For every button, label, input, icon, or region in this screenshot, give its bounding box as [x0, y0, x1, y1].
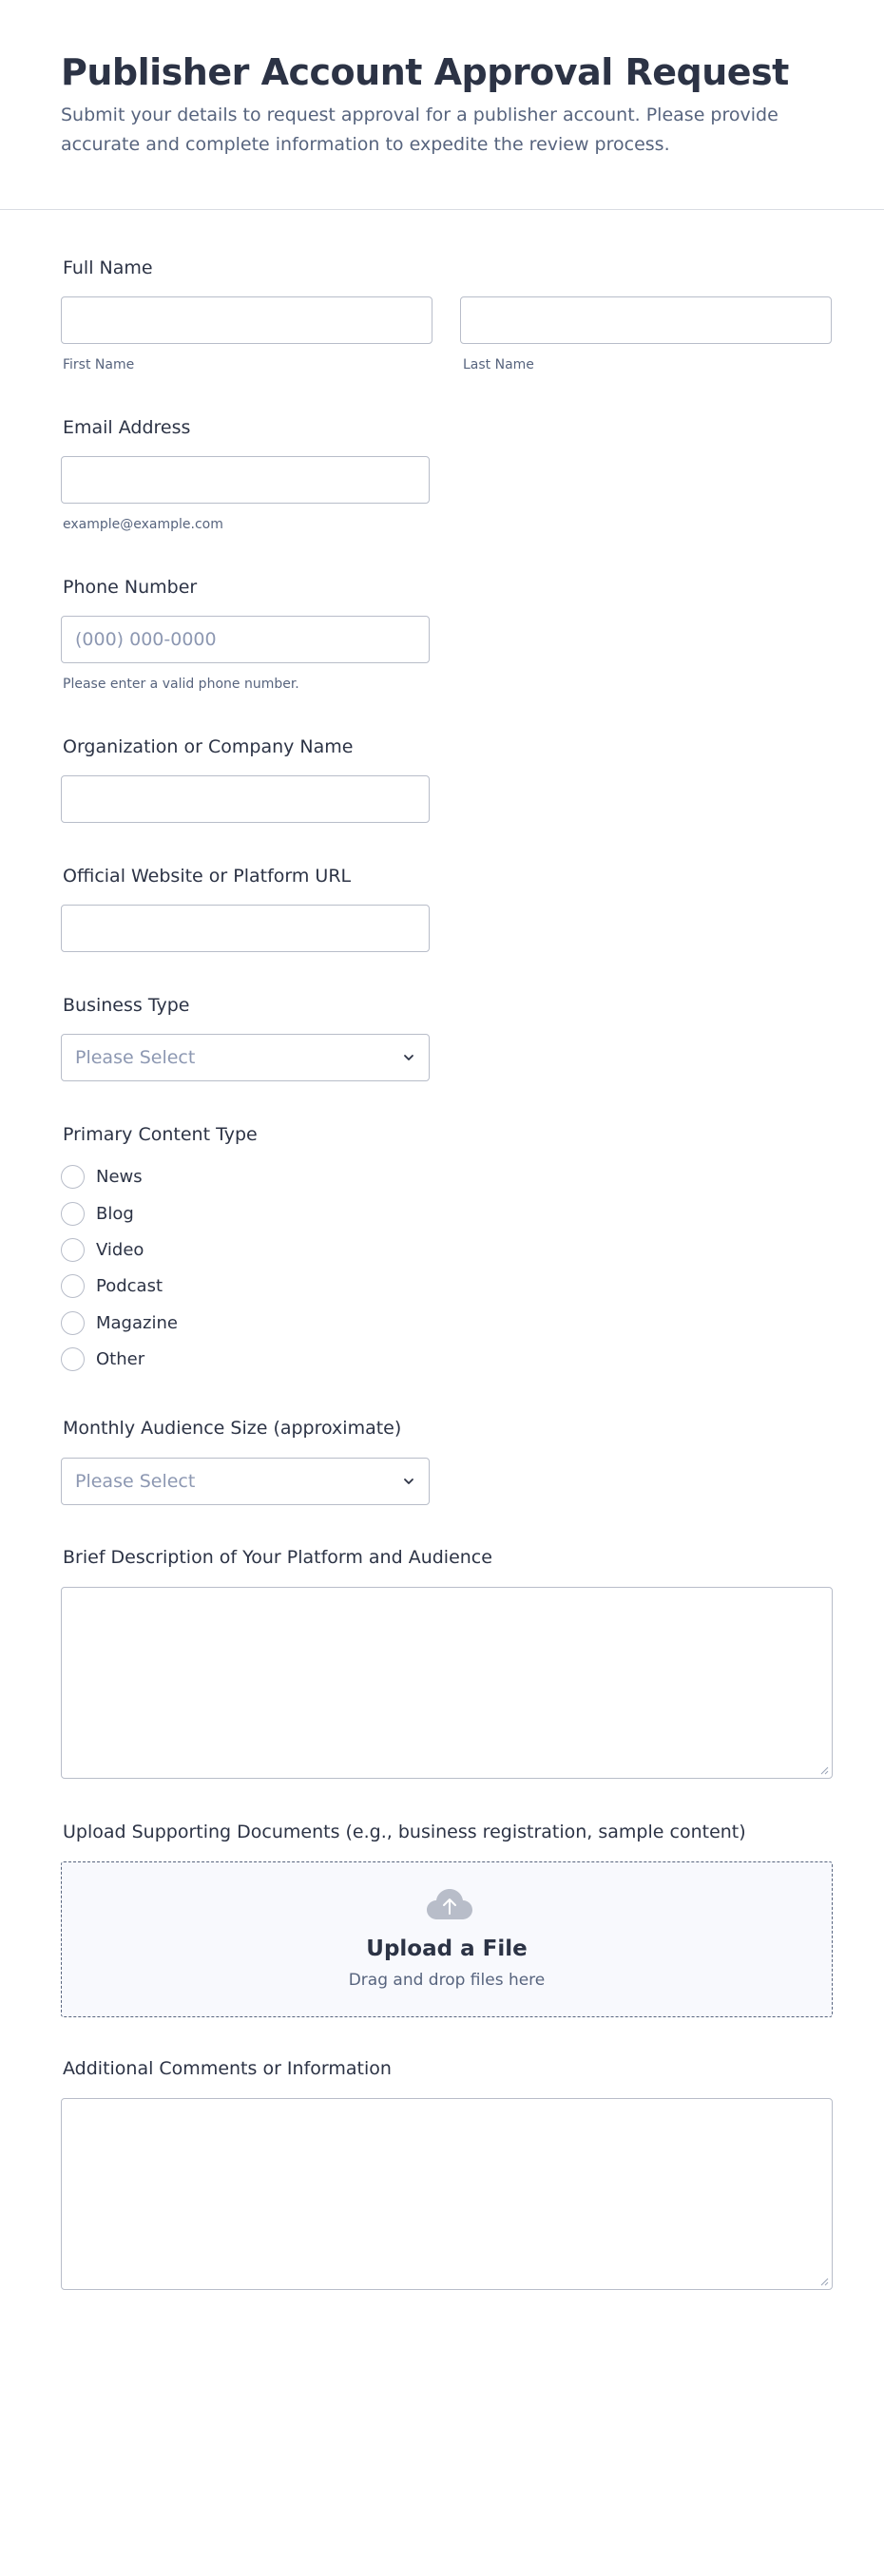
radio-option-blog[interactable] [61, 1199, 134, 1228]
full-name-label: Full Name [63, 258, 153, 278]
radio-circle[interactable] [61, 1238, 85, 1262]
last-name-sublabel: Last Name [463, 357, 534, 372]
business-type-selected: Please Select [75, 1047, 196, 1068]
radio-circle[interactable] [61, 1274, 85, 1298]
radio-label: Podcast [96, 1275, 163, 1296]
form-title: Publisher Account Approval Request [61, 51, 789, 93]
audience-size-select[interactable] [61, 1458, 430, 1505]
comments-label: Additional Comments or Information [63, 2058, 392, 2079]
first-name-input[interactable] [61, 296, 432, 344]
website-input[interactable] [61, 905, 430, 952]
upload-title: Upload a File [366, 1937, 528, 1961]
radio-option-other[interactable] [61, 1345, 144, 1373]
business-type-select[interactable] [61, 1034, 430, 1081]
content-type-label: Primary Content Type [63, 1124, 258, 1145]
radio-label: News [96, 1166, 143, 1187]
chevron-down-icon [402, 1051, 415, 1064]
audience-size-selected: Please Select [75, 1471, 196, 1492]
resize-grip-icon[interactable] [819, 2277, 829, 2286]
organization-label: Organization or Company Name [63, 736, 354, 757]
chevron-down-icon [402, 1475, 415, 1488]
radio-circle[interactable] [61, 1165, 85, 1189]
radio-circle[interactable] [61, 1311, 85, 1335]
resize-grip-icon[interactable] [819, 1765, 829, 1775]
description-textarea[interactable] [61, 1587, 833, 1779]
upload-subtitle: Drag and drop files here [348, 1971, 546, 1990]
email-input[interactable] [61, 456, 430, 504]
radio-label: Magazine [96, 1312, 178, 1333]
radio-label: Video [96, 1239, 144, 1260]
form-subtitle: Submit your details to request approval for a publisher account. Please provide accurate and complete information to expedite the review process. [61, 105, 778, 155]
phone-label: Phone Number [63, 577, 198, 598]
phone-placeholder: (000) 000-0000 [75, 629, 217, 650]
radio-option-podcast[interactable] [61, 1271, 163, 1300]
radio-option-news[interactable] [61, 1162, 143, 1191]
audience-size-label: Monthly Audience Size (approximate) [63, 1418, 402, 1439]
business-type-label: Business Type [63, 995, 190, 1016]
organization-input[interactable] [61, 775, 430, 823]
form-header [0, 0, 884, 210]
description-label: Brief Description of Your Platform and Audience [63, 1547, 492, 1568]
website-label: Official Website or Platform URL [63, 866, 352, 887]
radio-label: Other [96, 1348, 145, 1369]
email-label: Email Address [63, 417, 191, 438]
radio-option-magazine[interactable] [61, 1308, 178, 1337]
upload-label: Upload Supporting Documents (e.g., business registration, sample content) [63, 1822, 746, 1842]
radio-option-video[interactable] [61, 1235, 144, 1264]
last-name-input[interactable] [460, 296, 832, 344]
radio-label: Blog [96, 1203, 134, 1224]
email-sublabel: example@example.com [63, 517, 223, 532]
cloud-upload-icon [426, 1887, 473, 1921]
phone-sublabel: Please enter a valid phone number. [63, 677, 299, 692]
comments-textarea[interactable] [61, 2098, 833, 2290]
phone-input[interactable] [61, 616, 430, 663]
radio-circle[interactable] [61, 1202, 85, 1226]
file-upload-dropzone[interactable] [61, 1861, 833, 2017]
radio-circle[interactable] [61, 1347, 85, 1371]
first-name-sublabel: First Name [63, 357, 135, 372]
